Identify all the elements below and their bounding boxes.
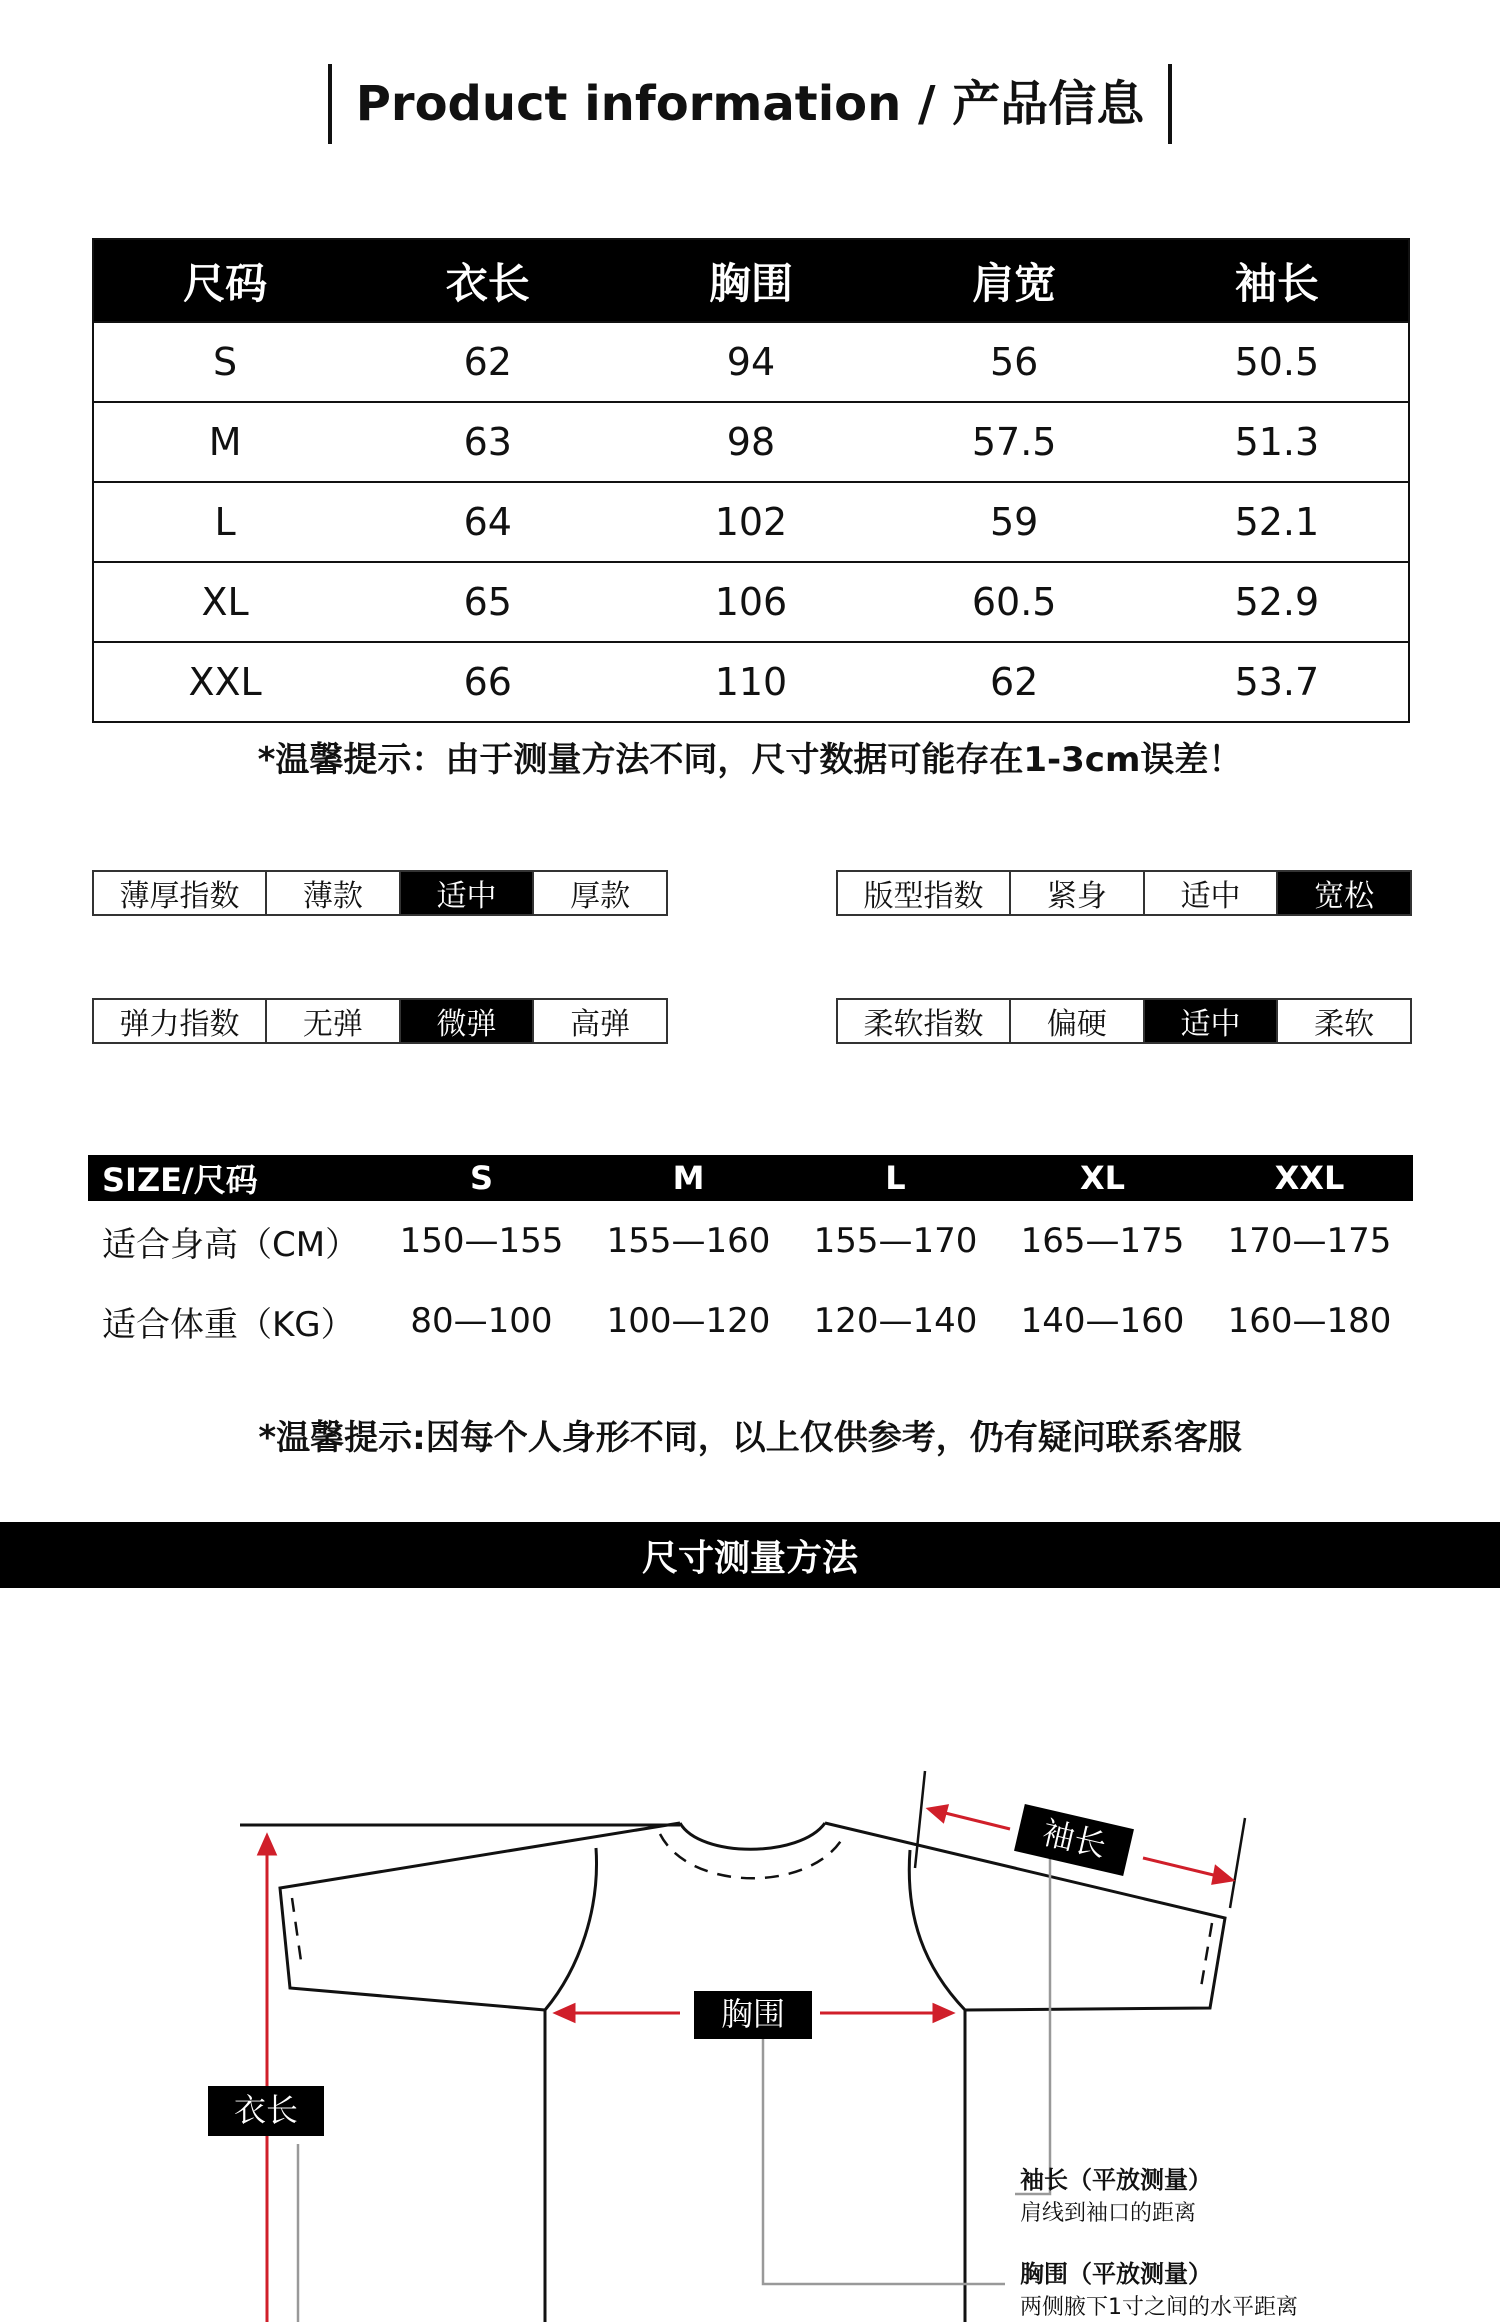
row-label: 适合身高（CM） [102, 1224, 360, 1265]
elastic-index [92, 998, 668, 1044]
length-tag: 衣长 [233, 2091, 299, 2129]
table-cell: 102 [619, 482, 882, 562]
table-cell: 62 [356, 322, 619, 402]
table-cell: 62 [883, 642, 1146, 722]
table-cell: 150—155 [399, 1221, 564, 1261]
table-cell: 160—180 [1227, 1301, 1392, 1341]
chest-tag: 胸围 [720, 1995, 786, 2033]
index-label: 版型指数 [863, 879, 984, 914]
table-row [88, 1201, 1413, 1281]
index-option: 高弹 [532, 1000, 666, 1042]
table-row [93, 482, 1409, 562]
table-cell: L [93, 482, 356, 562]
section-title: 尺寸测量方法 [0, 1522, 1500, 1588]
chest-note-desc: 两侧腋下1寸之间的水平距离 [1020, 2295, 1298, 2320]
column-header: 袖长 [1146, 239, 1409, 322]
sleeve-note-desc: 肩线到袖口的距离 [1020, 2201, 1197, 2226]
column-header: SIZE/尺码 [102, 1161, 258, 1199]
table-cell: 155—160 [606, 1221, 771, 1261]
table-cell: 50.5 [1146, 322, 1409, 402]
index-label: 柔软指数 [863, 1007, 984, 1042]
index-option: 无弹 [265, 1000, 399, 1042]
table-cell: 80—100 [410, 1301, 553, 1341]
table-cell: 110 [619, 642, 882, 722]
index-option: 宽松 [1276, 872, 1410, 914]
table-cell: 52.9 [1146, 562, 1409, 642]
column-header: 尺码 [93, 239, 356, 322]
page-title: Product information / 产品信息 [328, 64, 1173, 144]
table-cell: 65 [356, 562, 619, 642]
sleeve-note-title: 袖长（平放测量） [1020, 2166, 1212, 2194]
index-option: 紧身 [1009, 872, 1143, 914]
table-cell: 140—160 [1020, 1301, 1185, 1341]
table-row [88, 1281, 1413, 1361]
chest-note-title: 胸围（平放测量） [1020, 2260, 1212, 2288]
table-cell: 100—120 [606, 1301, 771, 1341]
table-row [93, 562, 1409, 642]
index-label: 弹力指数 [119, 1007, 240, 1042]
fit-note: *温馨提示:因每个人身形不同，以上仅供参考，仍有疑问联系客服 [258, 1418, 1242, 1458]
table-cell: 155—170 [813, 1221, 978, 1261]
column-header: XL [1079, 1159, 1126, 1197]
index-option: 柔软 [1276, 1000, 1410, 1042]
table-cell: 170—175 [1227, 1221, 1392, 1261]
fit-table [88, 1155, 1413, 1361]
column-header: 衣长 [356, 239, 619, 322]
fit-table-header [88, 1155, 1413, 1201]
sleeve-tag: 袖长 [1038, 1813, 1110, 1865]
table-cell: 57.5 [883, 402, 1146, 482]
table-cell: 165—175 [1020, 1221, 1185, 1261]
table-cell: 94 [619, 322, 882, 402]
table-row [93, 402, 1409, 482]
column-header: M [672, 1159, 705, 1197]
index-option: 适中 [399, 872, 533, 914]
fit-index [836, 870, 1412, 916]
table-cell: 56 [883, 322, 1146, 402]
column-header: XXL [1274, 1159, 1345, 1197]
index-label: 薄厚指数 [119, 879, 240, 914]
table-cell: 98 [619, 402, 882, 482]
measurement-note: *温馨提示：由于测量方法不同，尺寸数据可能存在1-3cm误差！ [257, 740, 1243, 780]
table-cell: 59 [883, 482, 1146, 562]
row-label: 适合体重（KG） [102, 1304, 355, 1345]
table-cell: 106 [619, 562, 882, 642]
table-row [93, 322, 1409, 402]
index-option: 适中 [1143, 872, 1277, 914]
table-cell: 60.5 [883, 562, 1146, 642]
table-cell: 120—140 [813, 1301, 978, 1341]
index-option: 适中 [1143, 1000, 1277, 1042]
table-cell: 53.7 [1146, 642, 1409, 722]
table-cell: XXL [93, 642, 356, 722]
table-cell: S [93, 322, 356, 402]
size-table-header [93, 239, 1409, 322]
softness-index [836, 998, 1412, 1044]
table-cell: 63 [356, 402, 619, 482]
index-option: 厚款 [532, 872, 666, 914]
tshirt-measurement-diagram [0, 1588, 1500, 2322]
table-cell: M [93, 402, 356, 482]
table-row [93, 642, 1409, 722]
index-option: 偏硬 [1009, 1000, 1143, 1042]
column-header: S [469, 1159, 494, 1197]
table-cell: 64 [356, 482, 619, 562]
column-header: 肩宽 [883, 239, 1146, 322]
thickness-index [92, 870, 668, 916]
table-cell: 66 [356, 642, 619, 722]
index-option: 微弹 [399, 1000, 533, 1042]
table-cell: 51.3 [1146, 402, 1409, 482]
table-cell: 52.1 [1146, 482, 1409, 562]
index-option: 薄款 [265, 872, 399, 914]
column-header: L [885, 1159, 906, 1197]
column-header: 胸围 [619, 239, 882, 322]
table-cell: XL [93, 562, 356, 642]
size-table [92, 238, 1410, 723]
